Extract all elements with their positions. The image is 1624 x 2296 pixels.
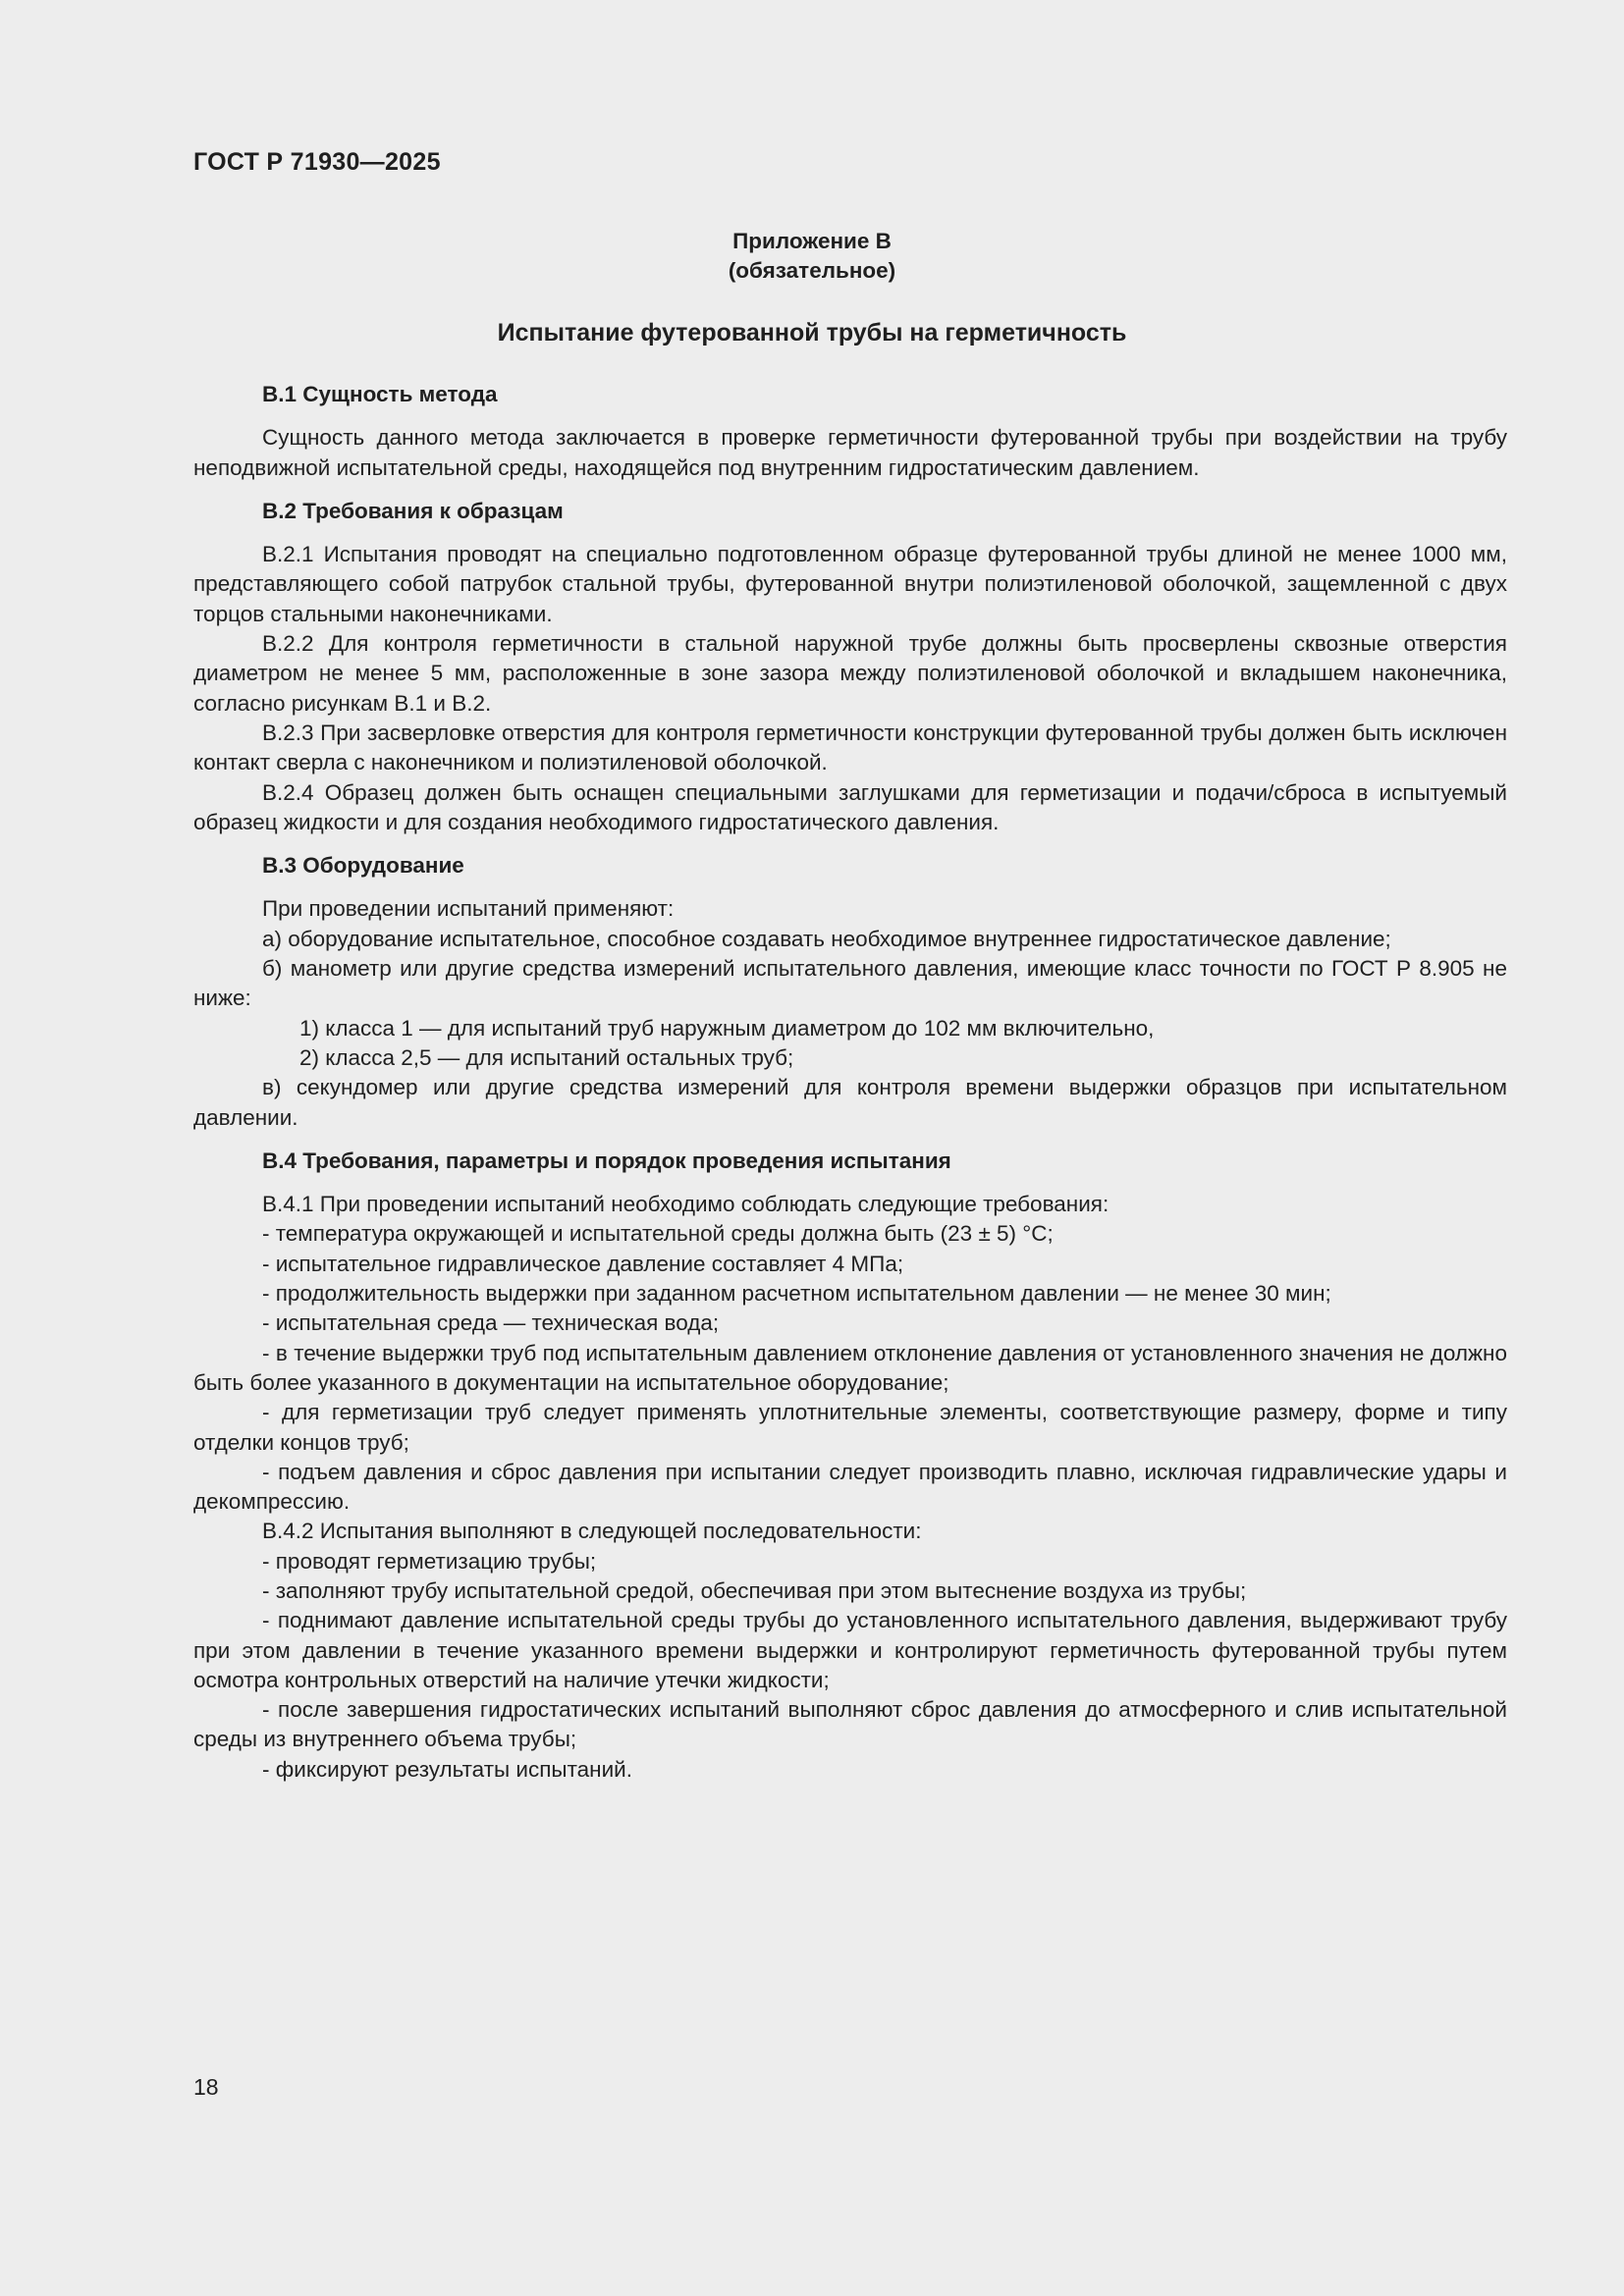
document-code: ГОСТ Р 71930—2025 [193,148,441,176]
list-item-b4-2-seal: - проводят герметизацию трубы; [262,1548,597,1574]
list-item-b4-1-pressure: - испытательное гидравлическое давление составляет 4 МПа; [262,1251,904,1276]
paragraph-b2-2: В.2.2 Для контроля герметичности в стальной наружной трубе должны быть просверлены сквозные отверстия диаметром не менее 5 мм, расположенные в зоне зазора между полиэтиленовой оболочкой и вкладышем наконечника, согласно рисункам В.1 и В.2. [193,631,1507,716]
annex-heading: Испытание футерованной трубы на герметичность [497,319,1127,347]
section-heading-b4: В.4 Требования, параметры и порядок проведения испытания [262,1148,951,1173]
list-item-b3-a: а) оборудование испытательное, способное создавать необходимое внутреннее гидростатическое давление; [262,926,1391,951]
list-item-b4-1-ramp: - подъем давления и сброс давления при испытании следует производить плавно, исключая гидравлические удары и декомпрессию. [193,1459,1507,1515]
paragraph-b2-1: В.2.1 Испытания проводят на специально подготовленном образце футерованной трубы длиной не менее 1000 мм, представляющего собой патрубок стальной трубы, футерованной внутри полиэтиленовой оболочкой, защемленной с двух торцов стальными наконечниками. [193,542,1507,626]
paragraph-b1: Сущность данного метода заключается в проверке герметичности футерованной трубы при воздействии на трубу неподвижной испытательной среды, находящейся под внутренним гидростатическим давлением. [193,425,1507,480]
paragraph-b3-intro: При проведении испытаний применяют: [262,896,675,922]
paragraph-b2-3: В.2.3 При засверловке отверстия для контроля герметичности конструкции футерованной трубы должен быть исключен контакт сверла с наконечником и полиэтиленовой оболочкой. [193,720,1507,775]
list-item-b4-2-record: - фиксируют результаты испытаний. [262,1756,632,1782]
annex-status: (обязательное) [728,258,896,283]
list-subitem-b3-b1: 1) класса 1 — для испытаний труб наружным диаметром до 102 мм включительно, [299,1015,1155,1041]
list-item-b4-1-duration: - продолжительность выдержки при заданном расчетном испытательном давлении — не менее 30 мин; [262,1281,1331,1307]
section-heading-b3: В.3 Оборудование [262,853,464,879]
list-subitem-b3-b2: 2) класса 2,5 — для испытаний остальных труб; [299,1044,794,1070]
list-item-b4-1-sealing: - для герметизации труб следует применять уплотнительные элементы, соответствующие размеру, форме и типу отделки концов труб; [193,1400,1507,1455]
section-heading-b2: В.2 Требования к образцам [262,498,564,523]
annex-title-block [193,227,1431,286]
list-item-b4-2-hold: - поднимают давление испытательной среды трубы до установленного испытательного давления, выдерживают трубу при этом давлении в течение указанного времени выдержки и контролируют герметичность футерованной трубы путем осмотра контрольных отверстий на наличие утечки жидкости; [193,1608,1507,1692]
paragraph-b4-2: В.4.2 Испытания выполняют в следующей последовательности: [262,1519,922,1544]
paragraph-b4-1: В.4.1 При проведении испытаний необходимо соблюдать следующие требования: [262,1192,1110,1217]
list-item-b3-b: б) манометр или другие средства измерений испытательного давления, имеющие класс точности по ГОСТ Р 8.905 не ниже: [193,956,1507,1011]
list-item-b4-1-medium: - испытательная среда — техническая вода; [262,1310,720,1336]
list-item-b4-1-temperature: - температура окружающей и испытательной среды должна быть (23 ± 5) °С; [262,1221,1054,1247]
paragraph-b2-4: В.2.4 Образец должен быть оснащен специальными заглушками для герметизации и подачи/сброса в испытуемый образец жидкости и для создания необходимого гидростатического давления. [193,779,1507,834]
list-item-b4-1-deviation: - в течение выдержки труб под испытательным давлением отклонение давления от установленного значения не должно быть более указанного в документации на испытательное оборудование; [193,1340,1507,1395]
document-body [193,380,1507,1785]
list-item-b3-c: в) секундомер или другие средства измерений для контроля времени выдержки образцов при испытательном давлении. [193,1075,1507,1130]
section-heading-b1: В.1 Сущность метода [262,382,498,406]
list-item-b4-2-release: - после завершения гидростатических испытаний выполняют сброс давления до атмосферного и слив испытательной среды из внутреннего объема трубы; [193,1697,1507,1752]
list-item-b4-2-fill: - заполняют трубу испытательной средой, обеспечивая при этом вытеснение воздуха из трубы; [262,1577,1247,1603]
annex-title: Приложение В [732,229,892,253]
page-number: 18 [193,2074,219,2100]
